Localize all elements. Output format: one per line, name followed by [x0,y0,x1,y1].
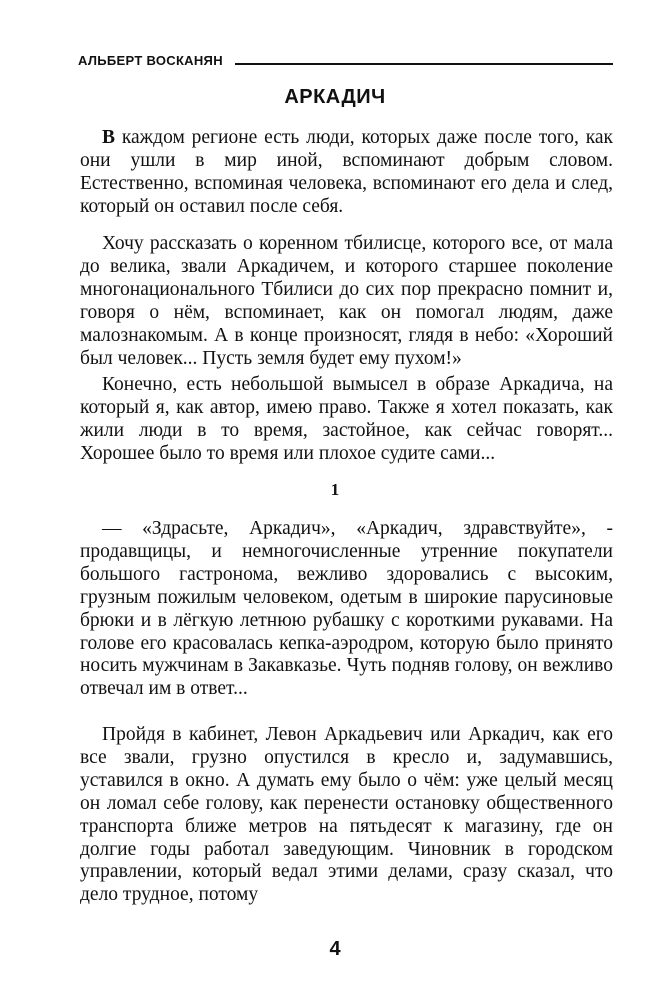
paragraph-1-text: каждом регионе есть люди, которых даже после того, как они ушли в мир иной, вспоминают добрым словом. Естественно, вспоминая человека, вспоминают его дела и след, который он оставил после себя. [80,127,614,217]
header-rule [235,63,613,65]
paragraph-3 [80,374,613,466]
header-author: АЛЬБЕРТ ВОСКАНЯН [78,53,223,68]
paragraph-4 [80,518,613,701]
section-number: 1 [330,480,340,499]
paragraph-2 [80,233,613,370]
page-number: 4 [329,938,341,960]
running-header [78,50,613,68]
paragraph-1-initial: В [102,127,116,148]
paragraph-5 [80,724,613,907]
paragraph-2-text: Хочу рассказать о коренном тбилисце, которого все, от мала до велика, звали Аркадичем, и которого старшее поколение многонационального Тбилиси до сих пор прекрасно помнит и, говоря о нём, вспоминает, как он помогал людям, даже малознакомым. А в конце произносят, глядя в небо: «Хороший был человек... Пусть земля будет ему пухом!» [80,233,613,369]
paragraph-1 [80,127,613,219]
paragraph-5-text: Пройдя в кабинет, Левон Аркадьевич или Аркадич, как его все звали, грузно опустился в кресло и, задумавшись, уставился в окно. А думать ему было о чём: уже целый месяц он ломал себе голову, как перенести остановку общественного транспорта ближе метров на пятьдесят к магазину, где он долгие годы работал заведующим. Чиновник в городском управлении, который ведал этими делами, сразу сказал, что дело трудное, потому [80,724,613,906]
paragraph-3-text: Конечно, есть небольшой вымысел в образе Аркадича, на который я, как автор, имею право. Также я хотел показать, как жили люди в то время, застойное, как сейчас говорят... Хорошее было то время или плохое судите сами... [80,374,613,464]
chapter-title: АРКАДИЧ [284,86,386,108]
paragraph-4-text: — «Здрасьте, Аркадич», «Аркадич, здравствуйте», - продавщицы, и немногочисленные утренние покупатели большого гастронома, вежливо здоровались с высоким, грузным пожилым человеком, одетым в широкие парусиновые брюки и в лёгкую летнюю рубашку с короткими рукавами. На голове его красовалась кепка-аэродром, которую было принято носить мужчинам в Закавказье. Чуть подняв голову, он вежливо отвечал им в ответ... [80,518,613,700]
